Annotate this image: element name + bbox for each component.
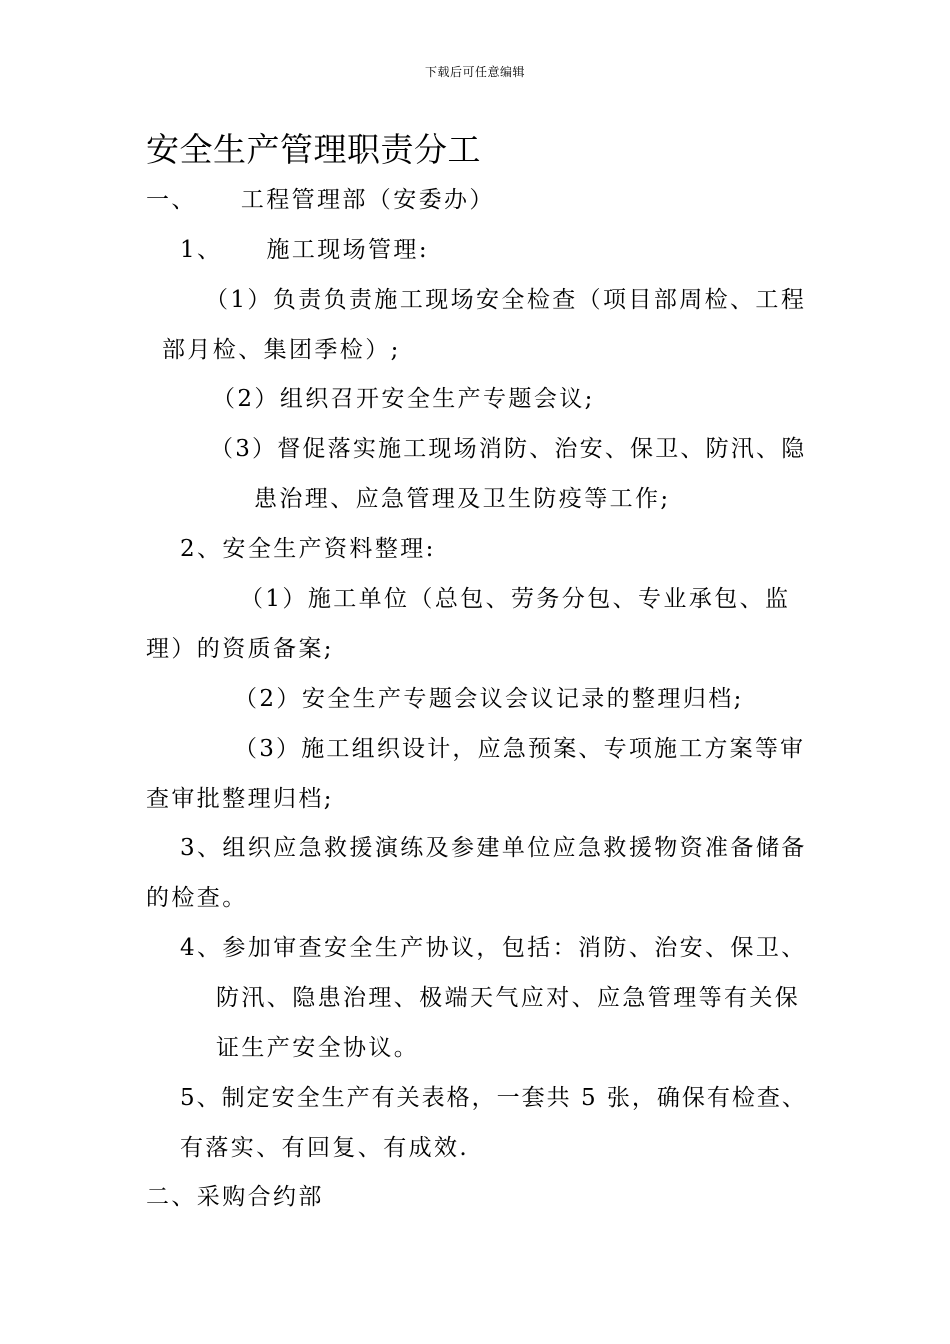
header-note: 下载后可任意编辑 [424,65,525,79]
section-1-title: 工程管理部（安委办） [240,187,495,213]
item-2-p3-line2: 查审批整理归档; [146,786,334,812]
section-2-heading: 二、采购合约部 [146,1184,324,1210]
item-3-line2: 的检查。 [146,885,248,911]
document-title: 安全生产管理职责分工 [146,130,481,169]
item-2-p1-line1: （1）施工单位（总包、劳务分包、专业承包、监 [240,586,791,612]
item-2-p3-line1: （3）施工组织设计，应急预案、专项施工方案等审 [234,736,806,762]
item-3-line1: 3、组织应急救援演练及参建单位应急救援物资准备储备 [180,835,807,861]
section-1-heading [146,185,495,215]
item-1-p2: （2）组织召开安全生产专题会议; [212,386,595,412]
item-5-line1: 5、制定安全生产有关表格，一套共 5 张，确保有检查、 [180,1085,807,1111]
section-1-number: 一、 [146,187,197,213]
item-1-p1-line1: （1）负责负责施工现场安全检查（项目部周检、工程 [205,287,807,313]
item-1-heading [180,235,429,265]
item-1-p1-line2: 部月检、集团季检）; [162,337,401,363]
item-1-p3-line1: （3）督促落实施工现场消防、治安、保卫、防汛、隐 [210,436,807,462]
item-1-p3-line2: 患治理、应急管理及卫生防疫等工作; [254,486,671,512]
item-1-title: 施工现场管理: [266,237,429,263]
item-5-line2: 有落实、有回复、有成效. [180,1135,470,1161]
item-1-number: 1、 [180,237,223,263]
item-4-line1: 4、参加审查安全生产协议，包括：消防、治安、保卫、 [180,935,807,961]
item-2-p1-line2: 理）的资质备案; [146,636,334,662]
item-4-line3: 证生产安全协议。 [216,1035,420,1061]
item-2-heading: 2、安全生产资料整理: [180,536,436,562]
item-2-p2: （2）安全生产专题会议会议记录的整理归档; [234,686,744,712]
item-4-line2: 防汛、隐患治理、极端天气应对、应急管理等有关保 [216,985,801,1011]
